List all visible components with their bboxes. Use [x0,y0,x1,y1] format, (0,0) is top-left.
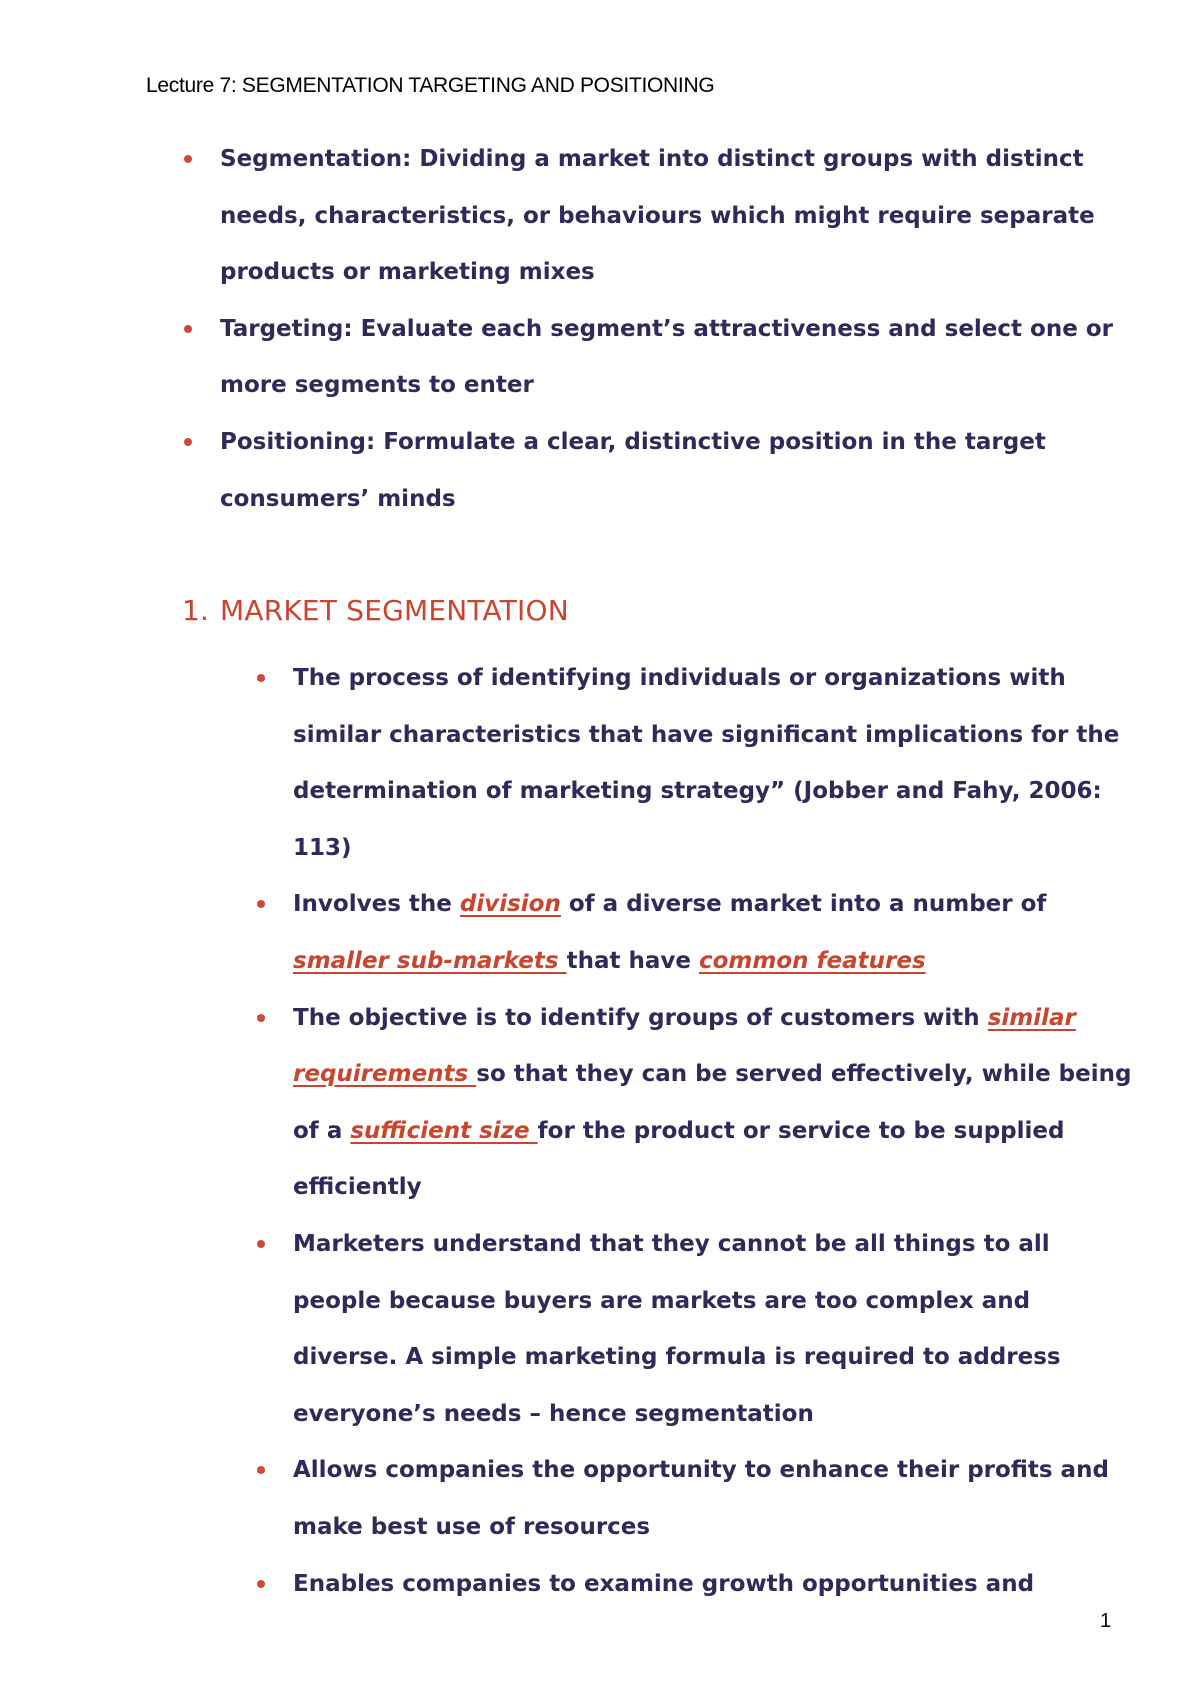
bullet-text: The objective is to identify groups of customers with [293,1004,988,1031]
intro-bullet-list [220,131,1125,527]
document-header: Lecture 7: SEGMENTATION TARGETING AND POSITIONING [146,74,715,97]
segmentation-bullet-list [293,650,1133,1612]
intro-bullet-positioning: Positioning: Formulate a clear, distinctive position in the target consumers’ minds [220,414,1125,527]
segmentation-profits-bullet: Allows companies the opportunity to enhance their profits and make best use of resources [293,1442,1133,1555]
bullet-text: for the product or service to be supplied efficiently [293,1117,1065,1201]
page-number: 1 [1100,1610,1112,1632]
segmentation-objective-bullet [293,990,1133,1216]
bullet-text: that have [566,947,699,974]
section-number: 1. [182,594,210,627]
emphasis-sub-markets: smaller sub-markets [293,947,567,974]
bullet-text: of a diverse market into a number of [560,891,1047,918]
bullet-text: so that they can be served effectively, while being of a [293,1061,1132,1144]
segmentation-division-bullet [293,876,1133,989]
bullet-text: Involves the [293,891,460,918]
segmentation-marketers-bullet: Marketers understand that they cannot be all things to all people because buyers are markets are too complex and diverse. A simple marketing formula is required to address everyone’s needs – hence segmentation [293,1216,1133,1442]
emphasis-division: division [459,891,561,918]
emphasis-sufficient-size: sufficient size [350,1117,538,1144]
section-heading [182,594,569,627]
section-title: MARKET SEGMENTATION [220,594,569,627]
intro-bullet-segmentation: Segmentation: Dividing a market into distinct groups with distinct needs, characteristics, or behaviours which might require separate products or marketing mixes [220,131,1125,301]
segmentation-growth-bullet: Enables companies to examine growth opportunities and [293,1556,1133,1613]
emphasis-similar-requirements: similar requirements [293,1004,1076,1088]
segmentation-definition-bullet: The process of identifying individuals or organizations with similar characteristics that have significant implications for the determination of marketing strategy” (Jobber and Fahy, 2006: 113) [293,650,1133,876]
intro-bullet-targeting: Targeting: Evaluate each segment’s attractiveness and select one or more segments to enter [220,301,1125,414]
emphasis-common-features: common features [698,947,926,974]
